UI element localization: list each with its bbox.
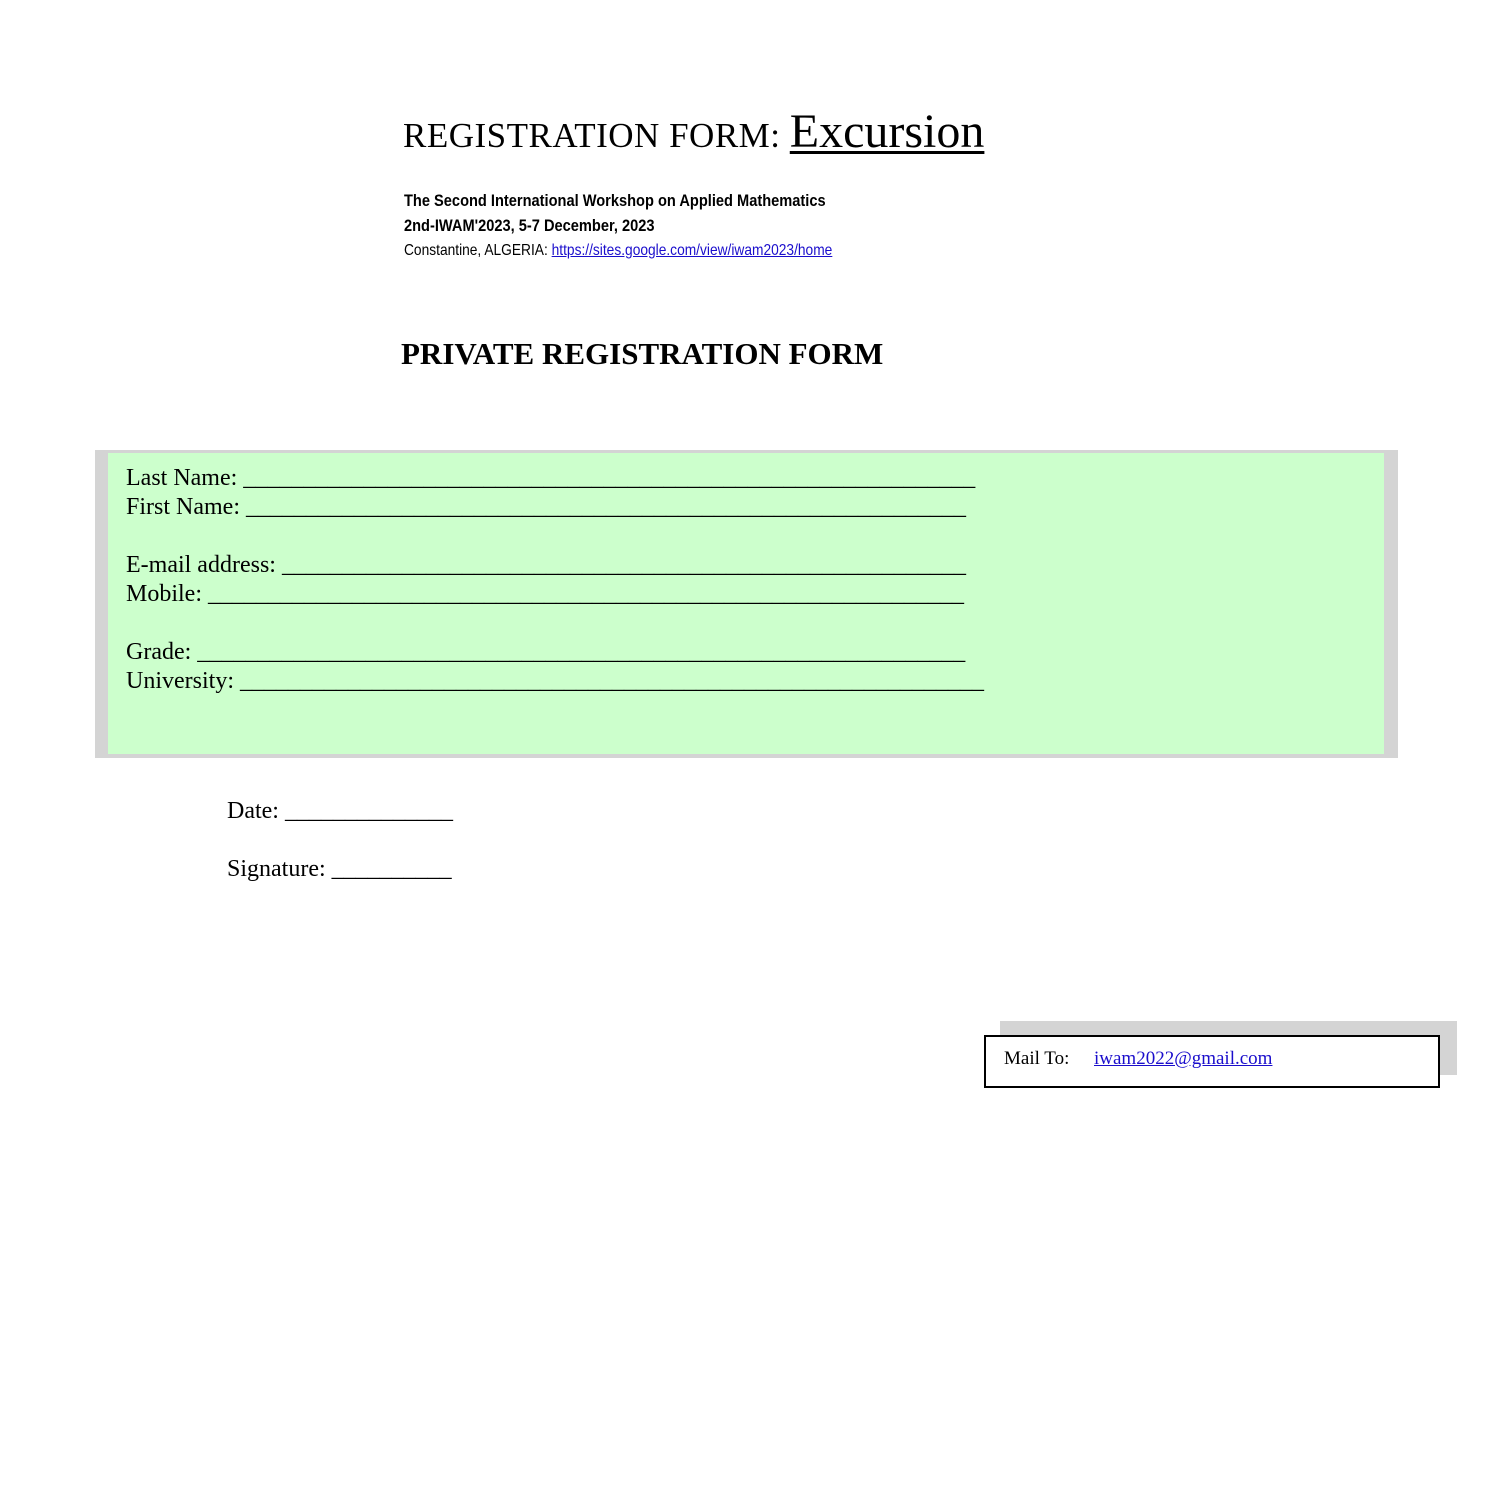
email-field[interactable]: E-mail address: _________________________________________________________: [126, 552, 966, 578]
signature-field[interactable]: Signature: __________: [227, 856, 452, 882]
workshop-info: [404, 188, 902, 263]
mail-to-email-link[interactable]: iwam2022@gmail.com: [1094, 1048, 1273, 1069]
page-title: [403, 104, 984, 159]
first-name-field[interactable]: First Name: ____________________________________________________________: [126, 494, 966, 520]
last-name-field[interactable]: Last Name: _____________________________________________________________: [126, 465, 976, 491]
mobile-field[interactable]: Mobile: _______________________________________________________________: [126, 581, 964, 607]
university-field[interactable]: University: ______________________________________________________________: [126, 668, 984, 694]
workshop-name: The Second International Workshop on Applied Mathematics: [404, 191, 826, 210]
form-heading: PRIVATE REGISTRATION FORM: [401, 336, 884, 371]
grade-field[interactable]: Grade: ________________________________________________________________: [126, 639, 966, 665]
workshop-url-link[interactable]: https://sites.google.com/view/iwam2023/home: [551, 242, 833, 259]
workshop-location-line: [404, 238, 832, 263]
workshop-location: Constantine, ALGERIA:: [404, 242, 552, 259]
workshop-dates: 2nd-IWAM'2023, 5-7 December, 2023: [404, 216, 655, 235]
mail-to-label: Mail To:: [1004, 1048, 1070, 1069]
title-prefix: REGISTRATION FORM:: [403, 116, 790, 155]
date-field[interactable]: Date: ______________: [227, 798, 453, 824]
title-main: Excursion: [789, 105, 985, 158]
mail-to-box: [984, 1035, 1440, 1088]
